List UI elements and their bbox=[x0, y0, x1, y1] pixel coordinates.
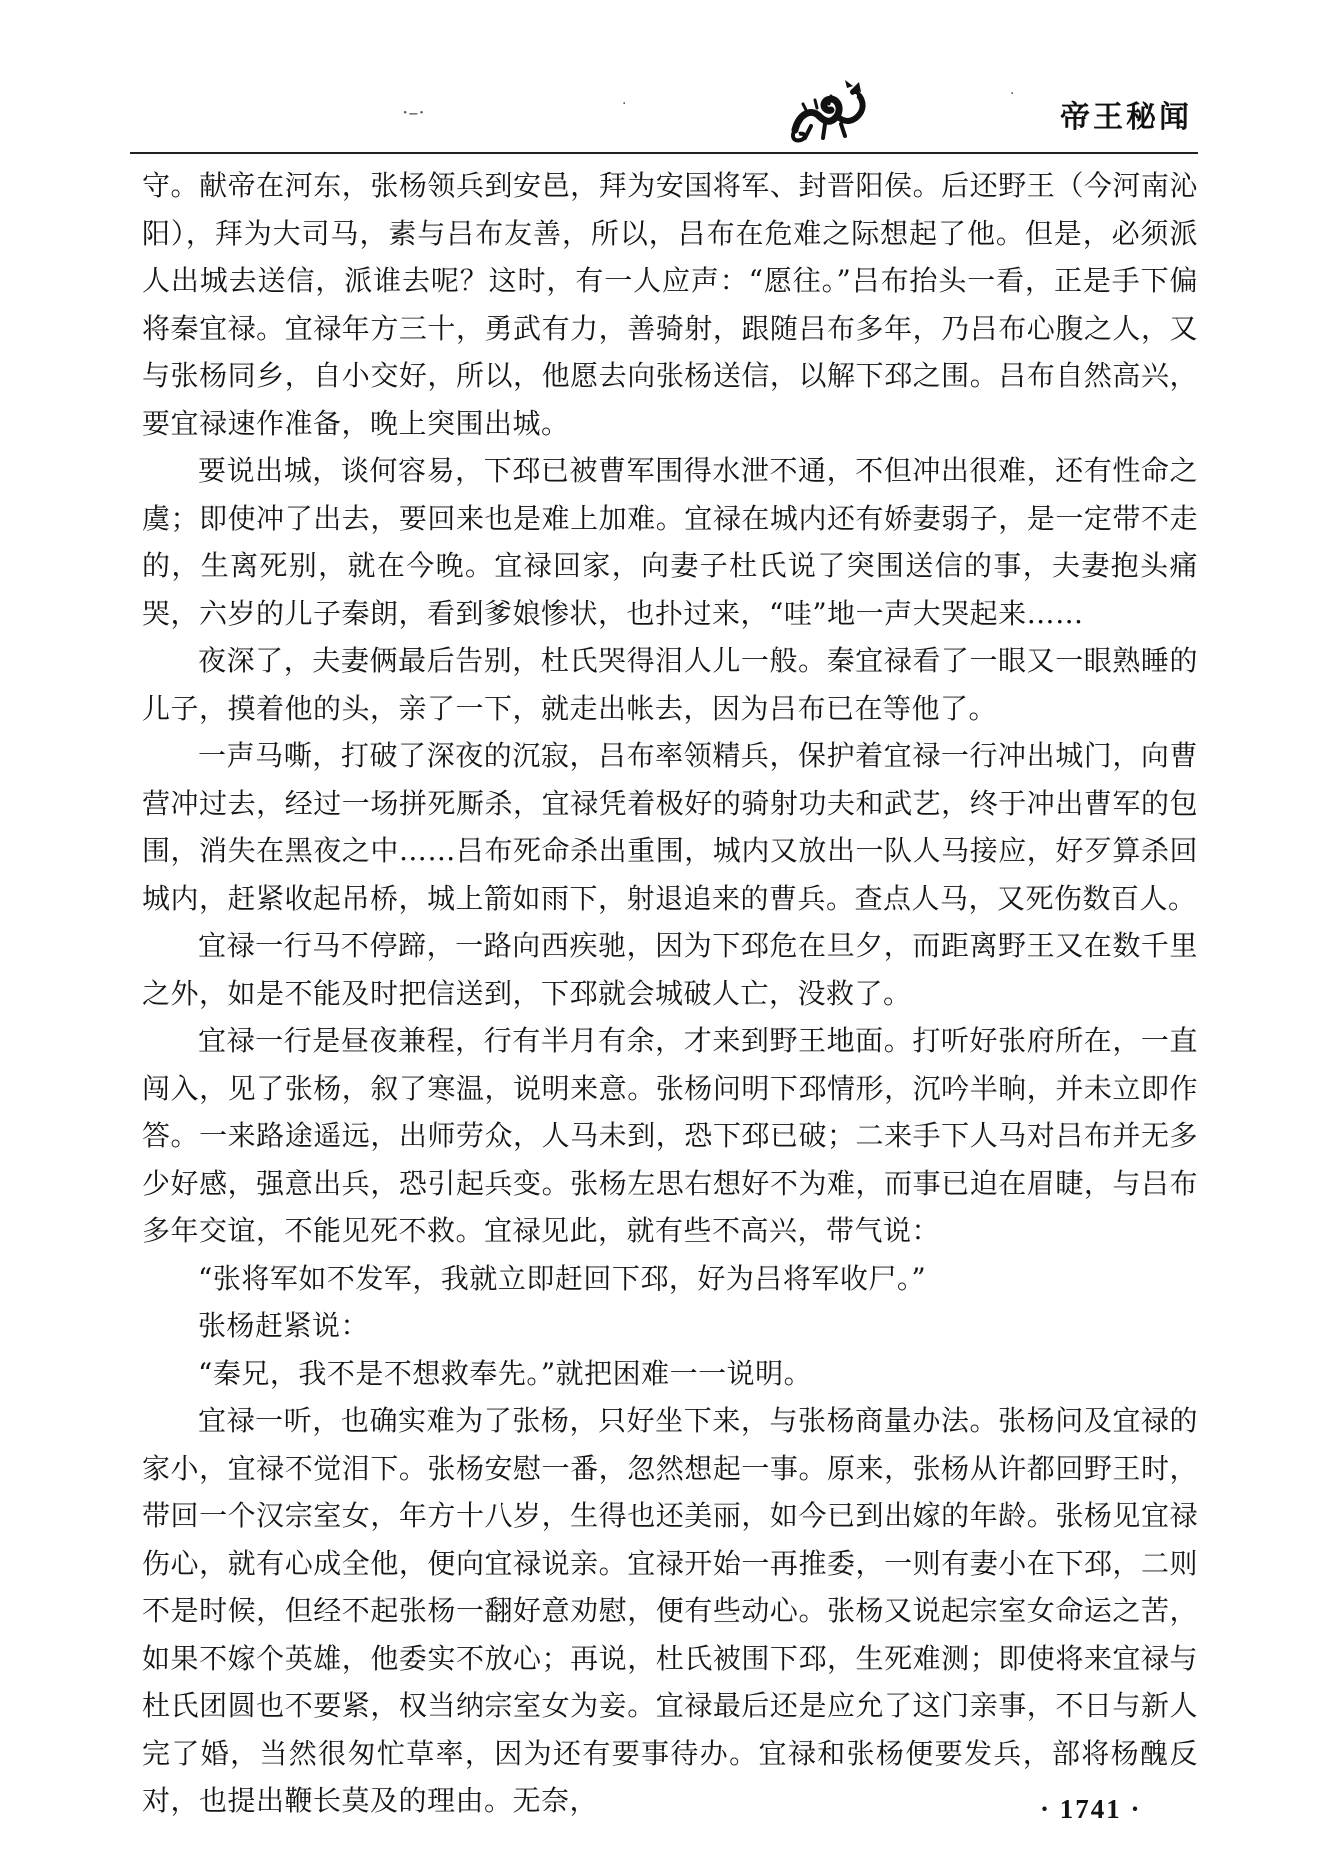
paragraph: 宜禄一行是昼夜兼程，行有半月有余，才来到野王地面。打听好张府所在，一直闯入，见了张杨，叙了寒温，说明来意。张杨问明下邳情形，沉吟半晌，并未立即作答。一来路途遥远，出师劳众，人马未到，恐下邳已破；二来手下人马对吕布并无多少好感，强意出兵，恐引起兵变。张杨左思右想好不为难，而事已迫在眉睫，与吕布多年交谊，不能见死不救。宜禄见此，就有些不高兴，带气说： bbox=[142, 1024, 1198, 1247]
paragraph: 张杨赶紧说： bbox=[198, 1309, 370, 1342]
paragraph: 夜深了，夫妻俩最后告别，杜氏哭得泪人儿一般。秦宜禄看了一眼又一眼熟睡的儿子，摸着他的头，亲了一下，就走出帐去，因为吕布已在等他了。 bbox=[142, 644, 1198, 725]
header-rule bbox=[130, 152, 1198, 154]
page-number: · 1741 · bbox=[1040, 1794, 1142, 1824]
running-header-title: 帝王秘闻 bbox=[1060, 100, 1192, 135]
paragraph: 要说出城，谈何容易，下邳已被曹军围得水泄不通，不但冲出很难，还有性命之虞；即使冲了出去，要回来也是难上加难。宜禄在城内还有娇妻弱子，是一定带不走的，生离死别，就在今晚。宜禄回家，向妻子杜氏说了突围送信的事，夫妻抱头痛哭，六岁的儿子秦朗，看到爹娘惨状，也扑过来，“哇”地一声大哭起来…… bbox=[142, 454, 1198, 630]
paragraph: “张将军如不发军，我就立即赶回下邳，好为吕将军收尸。” bbox=[198, 1261, 927, 1295]
dragon-icon bbox=[785, 78, 871, 146]
page-header bbox=[0, 0, 1322, 160]
body-text bbox=[142, 162, 1198, 1825]
paragraph: 守。献帝在河东，张杨领兵到安邑，拜为安国将军、封晋阳侯。后还野王（今河南沁阳），拜为大司马，素与吕布友善，所以，吕布在危难之际想起了他。但是，必须派人出城去送信，派谁去呢？这时，有一人应声：“愿往。”吕布抬头一看，正是手下偏将秦宜禄。宜禄年方三十，勇武有力，善骑射，跟随吕布多年，乃吕布心腹之人，又与张杨同乡，自小交好，所以，他愿去向张杨送信，以解下邳之围。吕布自然高兴，要宜禄速作准备，晚上突围出城。 bbox=[142, 169, 1198, 440]
scan-speck: ·–· bbox=[402, 100, 425, 124]
paragraph: 一声马嘶，打破了深夜的沉寂，吕布率领精兵，保护着宜禄一行冲出城门，向曹营冲过去，经过一场拼死厮杀，宜禄凭着极好的骑射功夫和武艺，终于冲出曹军的包围，消失在黑夜之中……吕布死命杀出重围，城内又放出一队人马接应，好歹算杀回城内，赶紧收起吊桥，城上箭如雨下，射退追来的曹兵。查点人马，又死伤数百人。 bbox=[142, 739, 1198, 915]
paragraph: “秦兄，我不是不想救奉先。”就把困难一一说明。 bbox=[198, 1356, 813, 1390]
paragraph: 宜禄一听，也确实难为了张杨，只好坐下来，与张杨商量办法。张杨问及宜禄的家小，宜禄不觉泪下。张杨安慰一番，忽然想起一事。原来，张杨从许都回野王时，带回一个汉宗室女，年方十八岁，生得也还美丽，如今已到出嫁的年龄。张杨见宜禄伤心，就有心成全他，便向宜禄说亲。宜禄开始一再推委，一则有妻小在下邳，二则不是时候，但经不起张杨一翻好意劝慰，便有些动心。张杨又说起宗室女命运之苦，如果不嫁个英雄，他委实不放心；再说，杜氏被围下邳，生死难测；即使将来宜禄与杜氏团圆也不要紧，权当纳宗室女为妾。宜禄最后还是应允了这门亲事，不日与新人完了婚，当然很匆忙草率，因为还有要事待办。宜禄和张杨便要发兵，部将杨醜反对，也提出鞭长莫及的理由。无奈， bbox=[142, 1404, 1198, 1817]
paragraph: 宜禄一行马不停蹄，一路向西疾驰，因为下邳危在旦夕，而距离野王又在数千里之外，如是不能及时把信送到，下邳就会城破人亡，没救了。 bbox=[142, 929, 1198, 1010]
scan-speck: · bbox=[622, 96, 627, 112]
scan-speck: · bbox=[1010, 86, 1015, 102]
